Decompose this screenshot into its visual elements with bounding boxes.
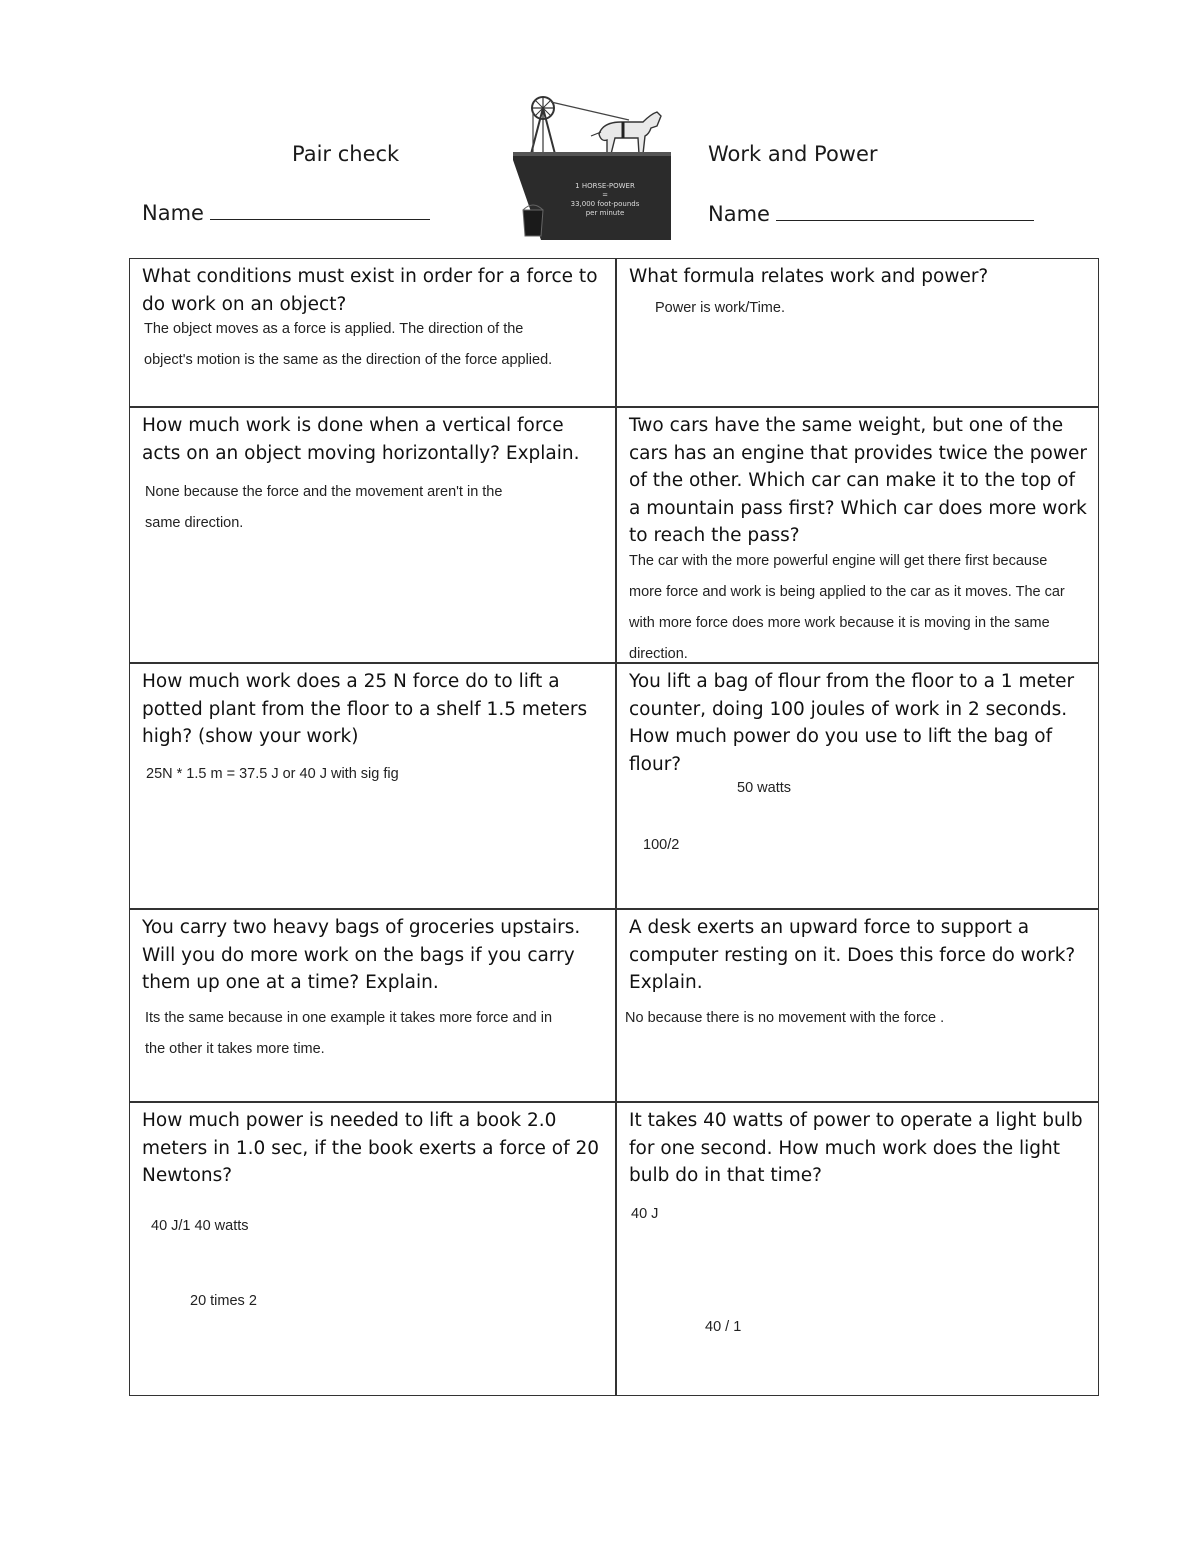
question-cell-4	[617, 408, 1100, 662]
question-text: How much work is done when a vertical force acts on an object moving horizontally? Explain.	[142, 415, 580, 464]
answer-text: The object moves as a force is applied. The direction of the object's motion is the same as the direction of the force applied.	[144, 321, 553, 368]
question-text: It takes 40 watts of power to operate a light bulb for one second. How much work does the light bulb do in that time?	[629, 1110, 1083, 1186]
question-cell-5	[130, 664, 615, 908]
caption-line-2: =	[602, 191, 608, 199]
question-text: A desk exerts an upward force to support a computer resting on it. Does this force do work? Explain.	[629, 917, 1076, 993]
pulley-wheel-icon	[531, 97, 555, 154]
work-text: 40 / 1	[705, 1319, 742, 1335]
right-name-field[interactable]	[708, 202, 1034, 226]
rope-line	[551, 102, 629, 120]
horse-icon	[591, 112, 661, 154]
question-cell-1	[130, 259, 615, 406]
question-cell-6	[617, 664, 1100, 908]
work-text: 100/2	[643, 837, 680, 853]
worksheet-grid	[129, 258, 1099, 1396]
question-text: You carry two heavy bags of groceries upstairs. Will you do more work on the bags if you carry them up one at a time? Explain.	[142, 917, 581, 993]
question-text: What conditions must exist in order for a force to do work on an object?	[142, 266, 598, 315]
question-text: You lift a bag of flour from the floor to a 1 meter counter, doing 100 joules of work in 2 seconds. How much power do you use to lift the bag of flour?	[629, 671, 1075, 775]
caption-line-1: 1 HORSE-POWER	[575, 182, 635, 190]
question-cell-7	[130, 910, 615, 1101]
bucket-icon	[523, 205, 543, 236]
caption-line-3: 33,000 foot-pounds	[570, 200, 640, 208]
question-text: How much work does a 25 N force do to lift a potted plant from the floor to a shelf 1.5 meters high? (show your work)	[142, 671, 588, 747]
name-label: Name	[708, 202, 770, 226]
horse-pulley-illustration	[511, 92, 673, 240]
name-label: Name	[142, 201, 204, 225]
answer-text: 40 J/1 40 watts	[151, 1218, 249, 1234]
name-blank-line[interactable]	[776, 202, 1034, 221]
question-text: Two cars have the same weight, but one of the cars has an engine that provides twice the power of the other. Which car can make it to the top of a mountain pass first? Which car does more work to reach the pass?	[629, 415, 1087, 546]
question-cell-9	[130, 1103, 615, 1395]
question-text: What formula relates work and power?	[629, 266, 989, 287]
answer-text: The car with the more powerful engine will get there first because more force and work is being applied to the car as it moves. The car with more force does more work because it is moving in the same direction.	[629, 552, 1065, 662]
caption-line-4: per minute	[585, 209, 625, 217]
answer-text: Power is work/Time.	[655, 299, 785, 316]
question-text: How much power is needed to lift a book 2.0 meters in 1.0 sec, if the book exerts a force of 20 Newtons?	[142, 1110, 600, 1186]
name-blank-line[interactable]	[210, 201, 430, 220]
answer-text: 40 J	[631, 1206, 659, 1222]
question-cell-2	[617, 259, 1100, 406]
question-cell-10	[617, 1103, 1100, 1395]
work-text: 20 times 2	[190, 1293, 257, 1309]
answer-text: 25N * 1.5 m = 37.5 J or 40 J with sig fig	[146, 765, 399, 782]
right-title: Work and Power	[708, 142, 878, 166]
question-cell-3	[130, 408, 615, 662]
answer-text: None because the force and the movement aren't in the same direction.	[145, 484, 503, 531]
question-cell-8	[617, 910, 1100, 1101]
left-name-field[interactable]	[142, 201, 430, 225]
left-title: Pair check	[292, 142, 400, 166]
answer-text: Its the same because in one example it takes more force and in the other it takes more time.	[145, 1009, 553, 1057]
answer-text: No because there is no movement with the force .	[625, 1009, 945, 1026]
answer-text: 50 watts	[737, 780, 791, 796]
